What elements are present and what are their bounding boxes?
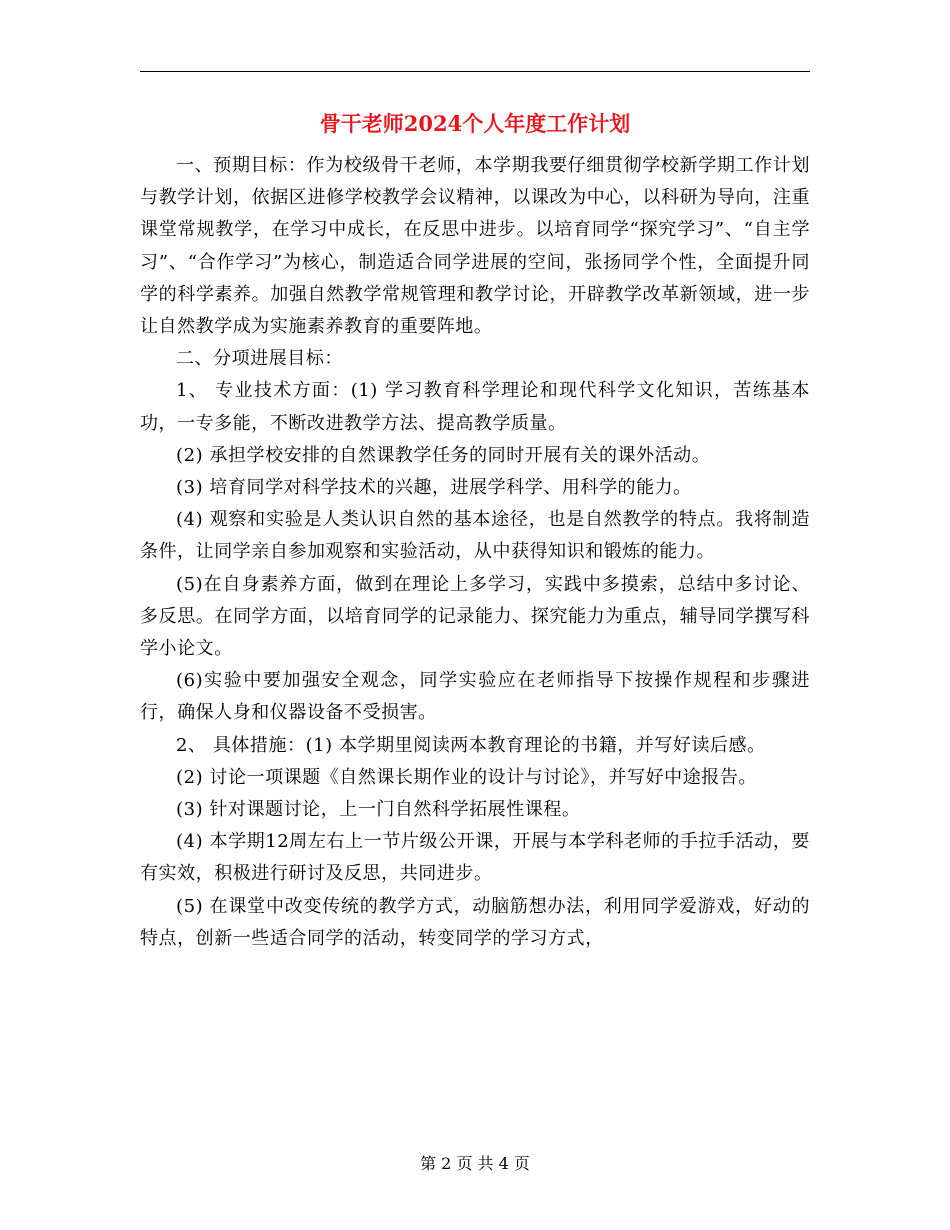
document-title: 骨干老师2024个人年度工作计划 [319, 111, 631, 136]
paragraph-measure-4: (4) 本学期12周左右上一节片级公开课，开展与本学科老师的手拉手活动，要有实效，积极进行研讨及反思，共同进步。 [140, 831, 810, 885]
paragraph-item-2: (2) 承担学校安排的自然课教学任务的同时开展有关的课外活动。 [176, 444, 711, 466]
page-number-footer: 第 2 页 共 4 页 [420, 1154, 530, 1173]
paragraph-item-3: (3) 培育同学对科学技术的兴趣，进展学科学、用科学的能力。 [176, 477, 692, 499]
paragraph-measures: 2、 具体措施：(1) 本学期里阅读两本教育理论的书籍，并写好读后感。 [176, 734, 766, 756]
paragraph-item-6: (6)实验中要加强安全观念，同学实验应在老师指导下按操作规程和步骤进行，确保人身和仪器设备不受损害。 [140, 670, 810, 724]
paragraph-measure-2: (2) 讨论一项课题《自然课长期作业的设计与讨论》，并写好中途报告。 [176, 766, 757, 788]
paragraph-measure-5: (5) 在课堂中改变传统的教学方式，动脑筋想办法，利用同学爱游戏，好动的特点，创新一些适合同学的活动，转变同学的学习方式， [140, 895, 810, 949]
paragraph-item-4: (4) 观察和实验是人类认识自然的基本途径，也是自然教学的特点。我将制造条件，让同学亲自参加观察和实验活动，从中获得知识和锻炼的能力。 [140, 509, 810, 563]
document-body [140, 150, 810, 955]
paragraph-item-5: (5)在自身素养方面，做到在理论上多学习，实践中多摸索，总结中多讨论、多反思。在同学方面，以培育同学的记录能力、探究能力为重点，辅导同学撰写科学小论文。 [140, 573, 810, 660]
paragraph-measure-3: (3) 针对课题讨论，上一门自然科学拓展性课程。 [176, 799, 581, 821]
paragraph-section-heading: 二、分项进展目标： [176, 348, 343, 370]
paragraph-goals: 一、预期目标：作为校级骨干老师，本学期我要仔细贯彻学校新学期工作计划与教学计划，依据区进修学校教学会议精神，以课改为中心，以科研为导向，注重课堂常规教学，在学习中成长，在反思中进步。以培育同学“探究学习”、“自主学习”、“合作学习”为核心，制造适合同学进展的空间，张扬同学个性，全面提升同学的科学素养。加强自然教学常规管理和教学讨论，开辟教学改革新领域，进一步让自然教学成为实施素养教育的重要阵地。 [140, 155, 810, 338]
header-rule [140, 71, 810, 72]
paragraph-professional-skills: 1、 专业技术方面：(1) 学习教育科学理论和现代科学文化知识，苦练基本功，一专多能，不断改进教学方法、提高教学质量。 [140, 380, 810, 434]
